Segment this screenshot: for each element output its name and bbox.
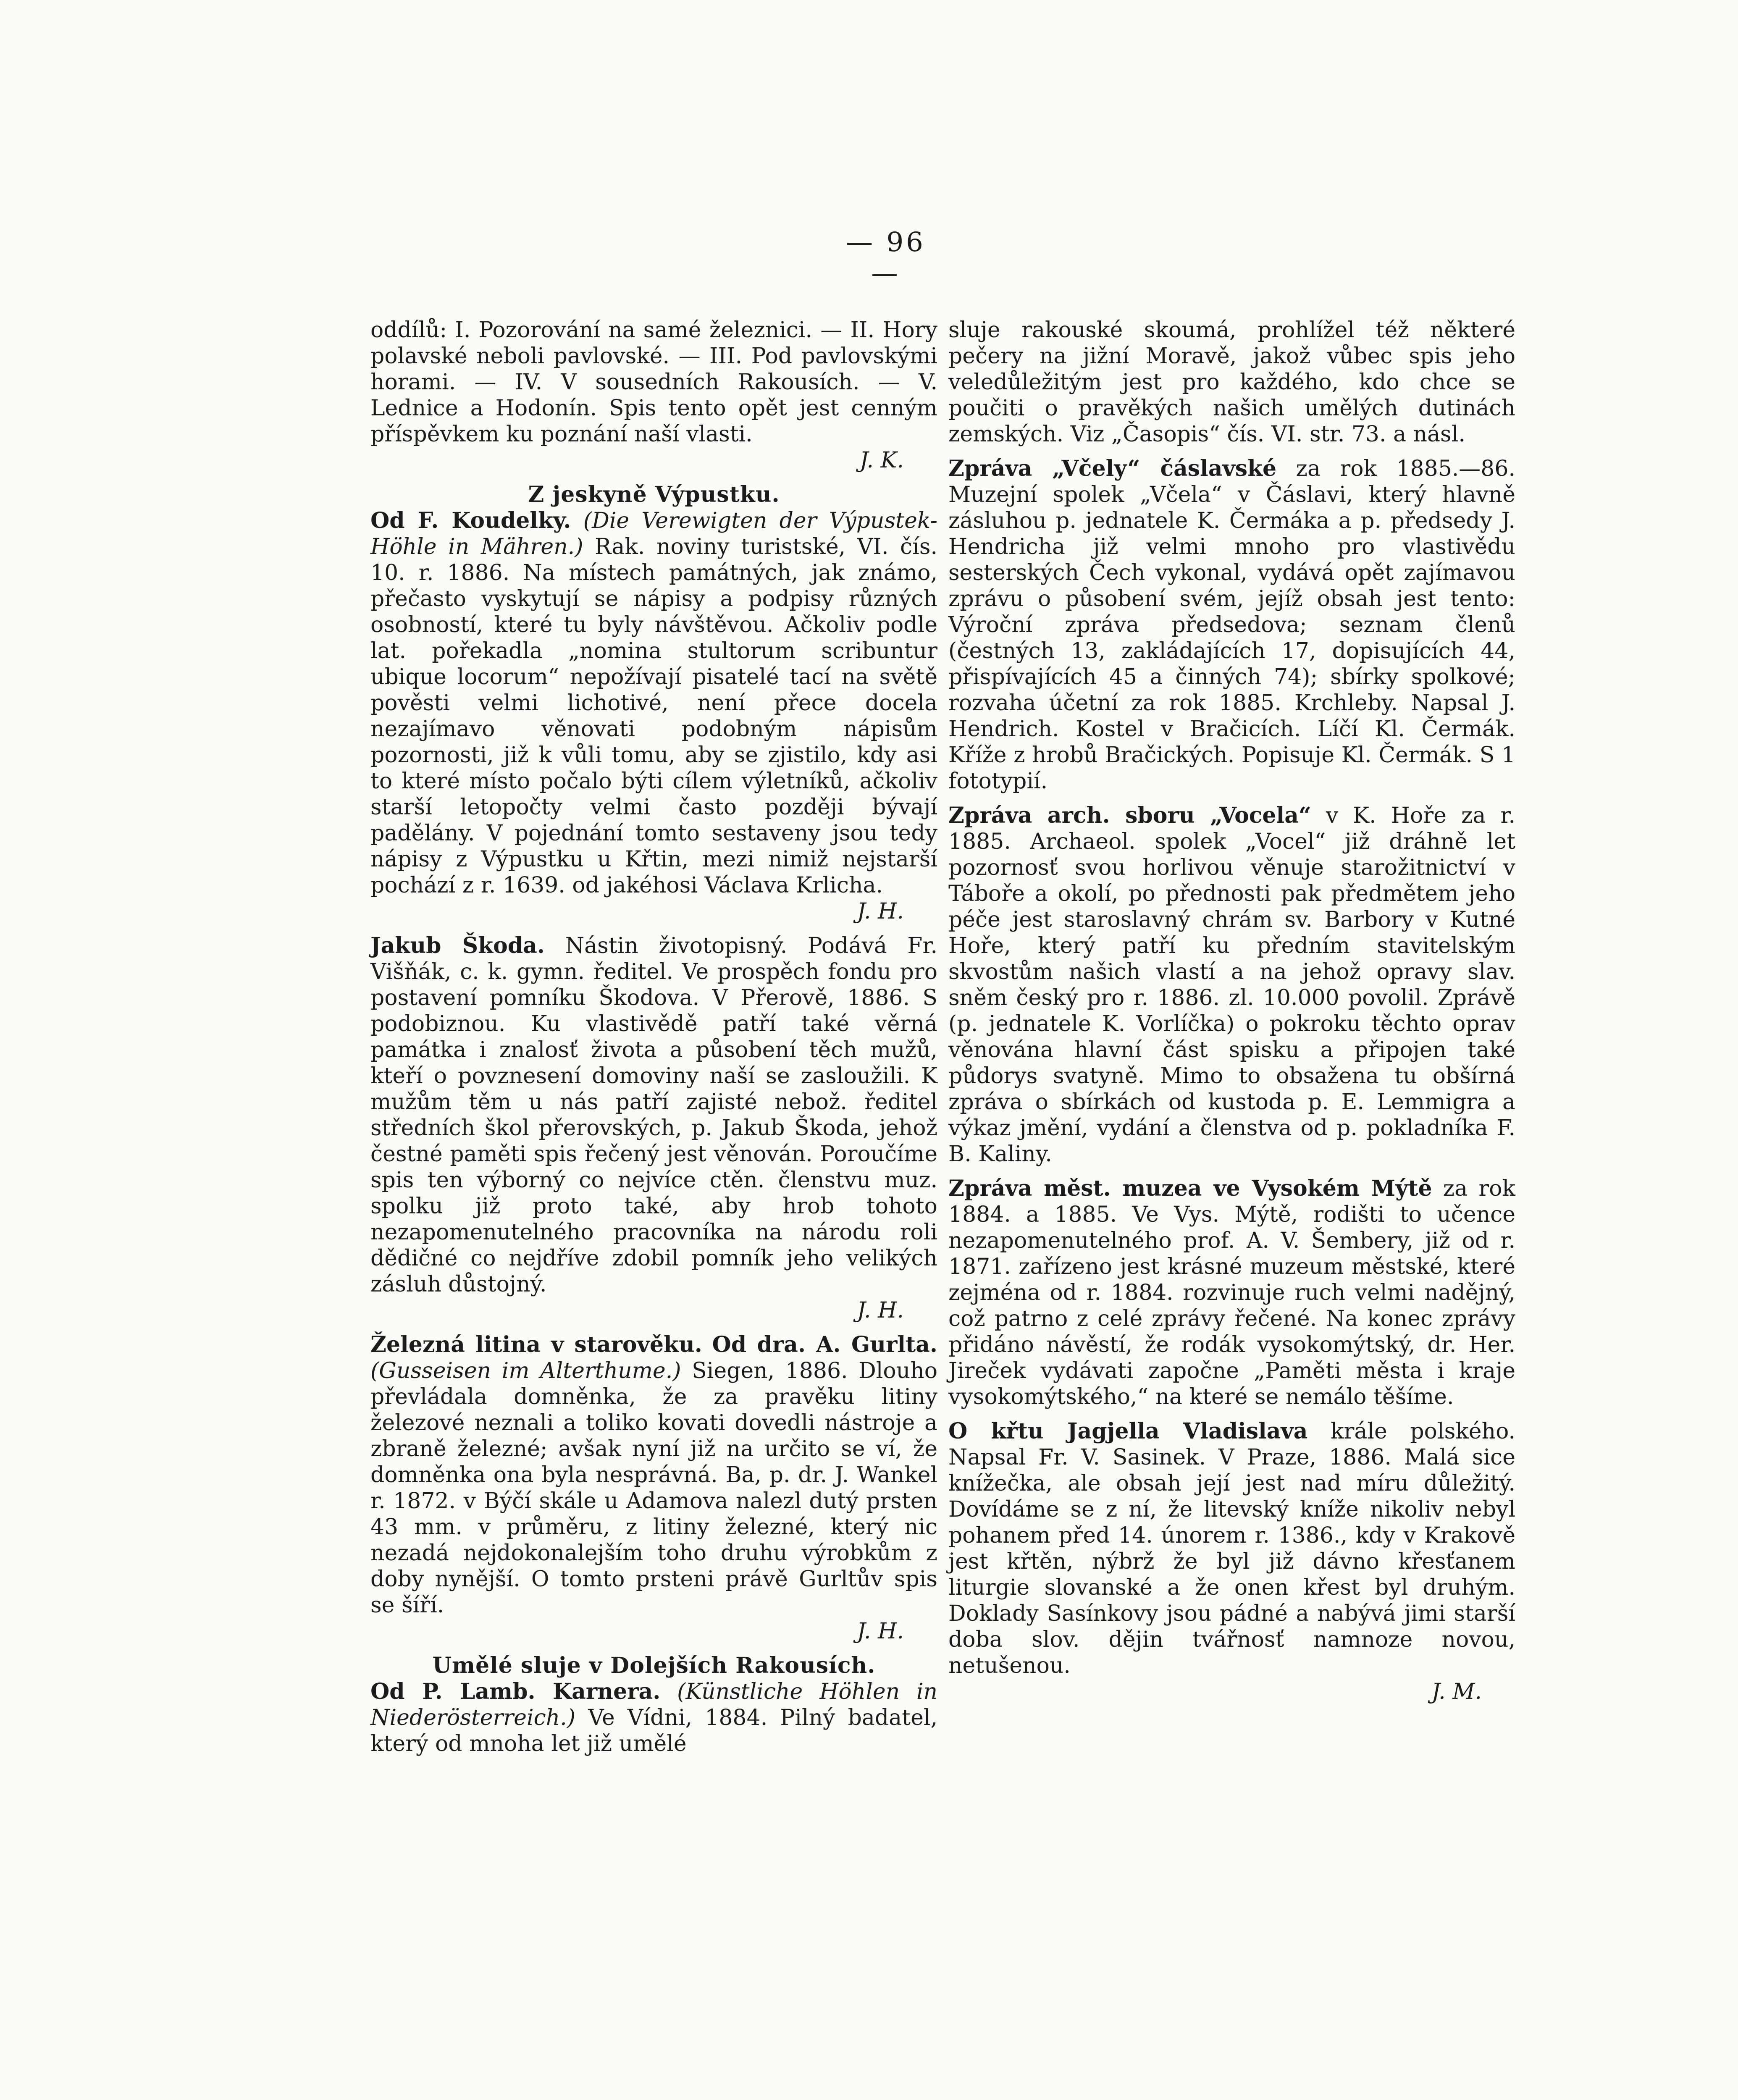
entry-heading: Zpráva „Včely“ čáslavské bbox=[948, 456, 1277, 481]
entry-heading: Z jeskyně Výpustku. bbox=[528, 482, 780, 507]
entry-body: za rok 1885.—86. Muzejní spolek „Včela“ v Čáslavi, který hlavně zásluhou p. jednatele K. Čermáka a p. předsedy J. Hendricha již velmi mnoho pro vlastivědu sesterských Čech vykonal, vydává opět zajímavou zprávu o působení svém, jejíž obsah jest tento: Výroční zpráva předsedova; seznam členů (čestných 13, zakládajících 17, dopisujících 44, přispívajících 45 a činných 74); sbírky spolkové; rozvaha účetní za rok 1885. Krchleby. Napsal J. Hendrich. Kostel v Bračicích. Líčí Kl. Čermák. Kříže z hrobů Bračických. Popisuje Kl. Čermák. S 1 fototypií. bbox=[948, 456, 1516, 794]
entry-heading: Zpráva arch. sboru „Vocela“ bbox=[948, 803, 1311, 828]
intro-signature: J. K. bbox=[859, 448, 904, 473]
entry-body: Rak. noviny turistské, VI. čís. 10. r. 1886. Na místech památných, jak známo, přečasto vyskytují se nápisy a podpisy různých osobností, které tu byly návštěvou. Ačkoliv podle lat. pořekadla „nomina stultorum scribuntur ubique locorum“ nepožívají pisatelé tací na světě pověsti velmi lichotivé, není přece docela nezajímavo věnovati podobným nápisům pozornosti, již k vůli tomu, aby se zjistilo, kdy asi to které místo počalo býti cílem výletníků, ačkoliv starší letopočty velmi často později bývají padělány. V pojednání tomto sestaveny jsou tedy nápisy z Výpustku u Křtin, mezi nimiž nejstarší pochází z r. 1639. od jakéhosi Václava Krlicha. bbox=[370, 534, 937, 898]
entry-vysoke-myto bbox=[948, 1176, 1515, 1410]
right-column bbox=[948, 317, 1515, 1705]
entry-skoda bbox=[370, 933, 937, 1323]
entry-heading: Železná litina v starověku. bbox=[370, 1332, 702, 1357]
entry-signature: J. H. bbox=[857, 1298, 904, 1323]
entry-author: Od P. Lamb. Karnera. bbox=[370, 1679, 661, 1704]
intro-text: oddílů: I. Pozorování na samé železnici. — II. Hory polavské neboli pavlovské. — III. Pod pavlovskými horami. — IV. V sousedních Rakousích. — V. Lednice a Hodonín. Spis tento opět jest cenným příspěvkem ku poznání naší vlasti. bbox=[370, 318, 937, 447]
entry-body: Ve prospěch fondu pro postavení pomníku Škodova. V Přerově, 1886. S podobiznou. Ku vlastivědě patří také věrná památka i znalosť života a působení těch mužů, kteří o povznesení domoviny naší se zasloužili. K mužům těm u nás patří zajisté nebož. ředitel středních škol přerovských, p. Jakub Škoda, jehož čestné paměti spis řečený jest věnován. Poroučíme spis ten výborný co nejvíce ctěn. členstvu muz. spolku již proto také, aby hrob tohoto nezapomenutelného pracovníka na národu roli dědičné co nejdříve zdobil pomník jeho velikých zásluh důstojný. bbox=[370, 959, 937, 1297]
entry-body: v K. Hoře za r. 1885. Archaeol. spolek „Vocel“ již dráhně let pozornosť svou horlivou věnuje starožitnictví v Táboře a okolí, po přednosti pak předmětem jeho péče jest staroslavný chrám sv. Barbory v Kutné Hoře, který patří ku předním stavitelským skvostům našich vlastí a na jehož opravy slav. sněm český pro r. 1886. zl. 10.000 povolil. Zprávě (p. jednatele K. Vorlíčka) o pokroku těchto oprav věnována hlavní část spisku a připojen také půdorys svatyně. Mimo to obsažena tu obšírná zpráva o sbírkách od kustoda p. E. Lemmigra a výkaz jmění, vydání a členstva od p. pokladníka F. B. Kaliny. bbox=[948, 803, 1516, 1167]
entry-litina bbox=[370, 1332, 937, 1644]
continuation-paragraph: sluje rakouské skoumá, prohlížel též některé pečery na jižní Moravě, jakož vůbec spis jeho veledůležitým jest pro každého, kdo chce se poučiti o pravěkých našich umělých dutinách zemských. Viz „Časopis“ čís. VI. str. 73. a násl. bbox=[948, 318, 1515, 447]
entry-heading: Umělé sluje v Dolejších Rakousích. bbox=[432, 1653, 876, 1678]
entry-sluje bbox=[370, 1653, 937, 1757]
entry-body: Siegen, 1886. Dlouho převládala domněnka, že za pravěku litiny železové neznali a toliko kovati dovedli nástroje a zbraně železné; avšak nyní již na určito se ví, že domněnka ona byla nesprávná. Ba, p. dr. J. Wankel r. 1872. v Býčí skále u Adamova nalezl dutý prsten 43 mm. v průměru, z litiny železné, který nic nezadá nejdokonalejším toho druhu výrobkům z doby nynější. O tomto prsteni právě Gurltův spis se šíří. bbox=[370, 1358, 938, 1618]
entry-signature: J. H. bbox=[857, 899, 904, 924]
entry-vocel bbox=[948, 803, 1515, 1167]
entry-author: krále polského. Napsal Fr. V. Sasinek. bbox=[948, 1419, 1515, 1470]
entry-subtitle: (Gusseisen im Alterthume.) bbox=[370, 1358, 681, 1383]
left-column bbox=[370, 317, 937, 1757]
intro-paragraph bbox=[370, 317, 937, 473]
entry-body: V Praze, 1886. Malá sice knížečka, ale obsah její jest nad míru důležitý. Dovídáme se z ní, že litevský kníže nikoliv nebyl pohanem před 14. únorem r. 1386., kdy v Krakově jest křtěn, nýbrž že byl již dávno křesťanem liturgie slovanské a že onen křest byl druhým. Doklady Sasínkovy jsou pádné a nabývá jimi starší doba slov. dějin tvářnosť namnoze novou, netušenou. bbox=[948, 1445, 1516, 1678]
entry-author: Od F. Koudelky. bbox=[370, 508, 571, 533]
entry-body: za rok 1884. a 1885. Ve Vys. Mýtě, rodišti to učence nezapomenutelného prof. A. V. Šembery, již od r. 1871. zařízeno jest krásné muzeum městské, které zejména od r. 1884. rozvinuje ruch velmi nadějný, což patrno z celé zprávy řečené. Na konec zprávy přidáno návěstí, že rodák vysokomýtský, dr. Her. Jireček vydávati započne „Paměti města i kraje vysokomýtského,“ na které se nemálo těšíme. bbox=[948, 1176, 1516, 1410]
entry-author: Od dra. A. Gurlta. bbox=[712, 1332, 938, 1357]
entry-vypustek bbox=[370, 482, 937, 924]
entry-author: Nástin životopisný. Podává Fr. Višňák, c. k. gymn. ředitel. bbox=[370, 933, 937, 984]
entry-vcela bbox=[948, 456, 1515, 794]
entry-subtitle: (Die Verewigten der Výpustek-Höhle in Mähren.) bbox=[370, 508, 938, 559]
entry-subtitle: (Künstliche Höhlen in Niederösterreich.) bbox=[370, 1679, 937, 1730]
page-number: — 96 — bbox=[846, 227, 926, 289]
entry-heading: Jakub Škoda. bbox=[370, 933, 545, 958]
entry-signature: J. H. bbox=[857, 1619, 904, 1644]
entry-heading: O křtu Jagjella Vladislava bbox=[948, 1418, 1308, 1444]
entry-body: Ve Vídni, 1884. Pilný badatel, který od mnoha let již umělé bbox=[370, 1705, 938, 1756]
entry-jagjello bbox=[948, 1418, 1515, 1705]
entry-signature: J. M. bbox=[1431, 1679, 1482, 1704]
entry-heading: Zpráva měst. muzea ve Vysokém Mýtě bbox=[948, 1176, 1432, 1201]
